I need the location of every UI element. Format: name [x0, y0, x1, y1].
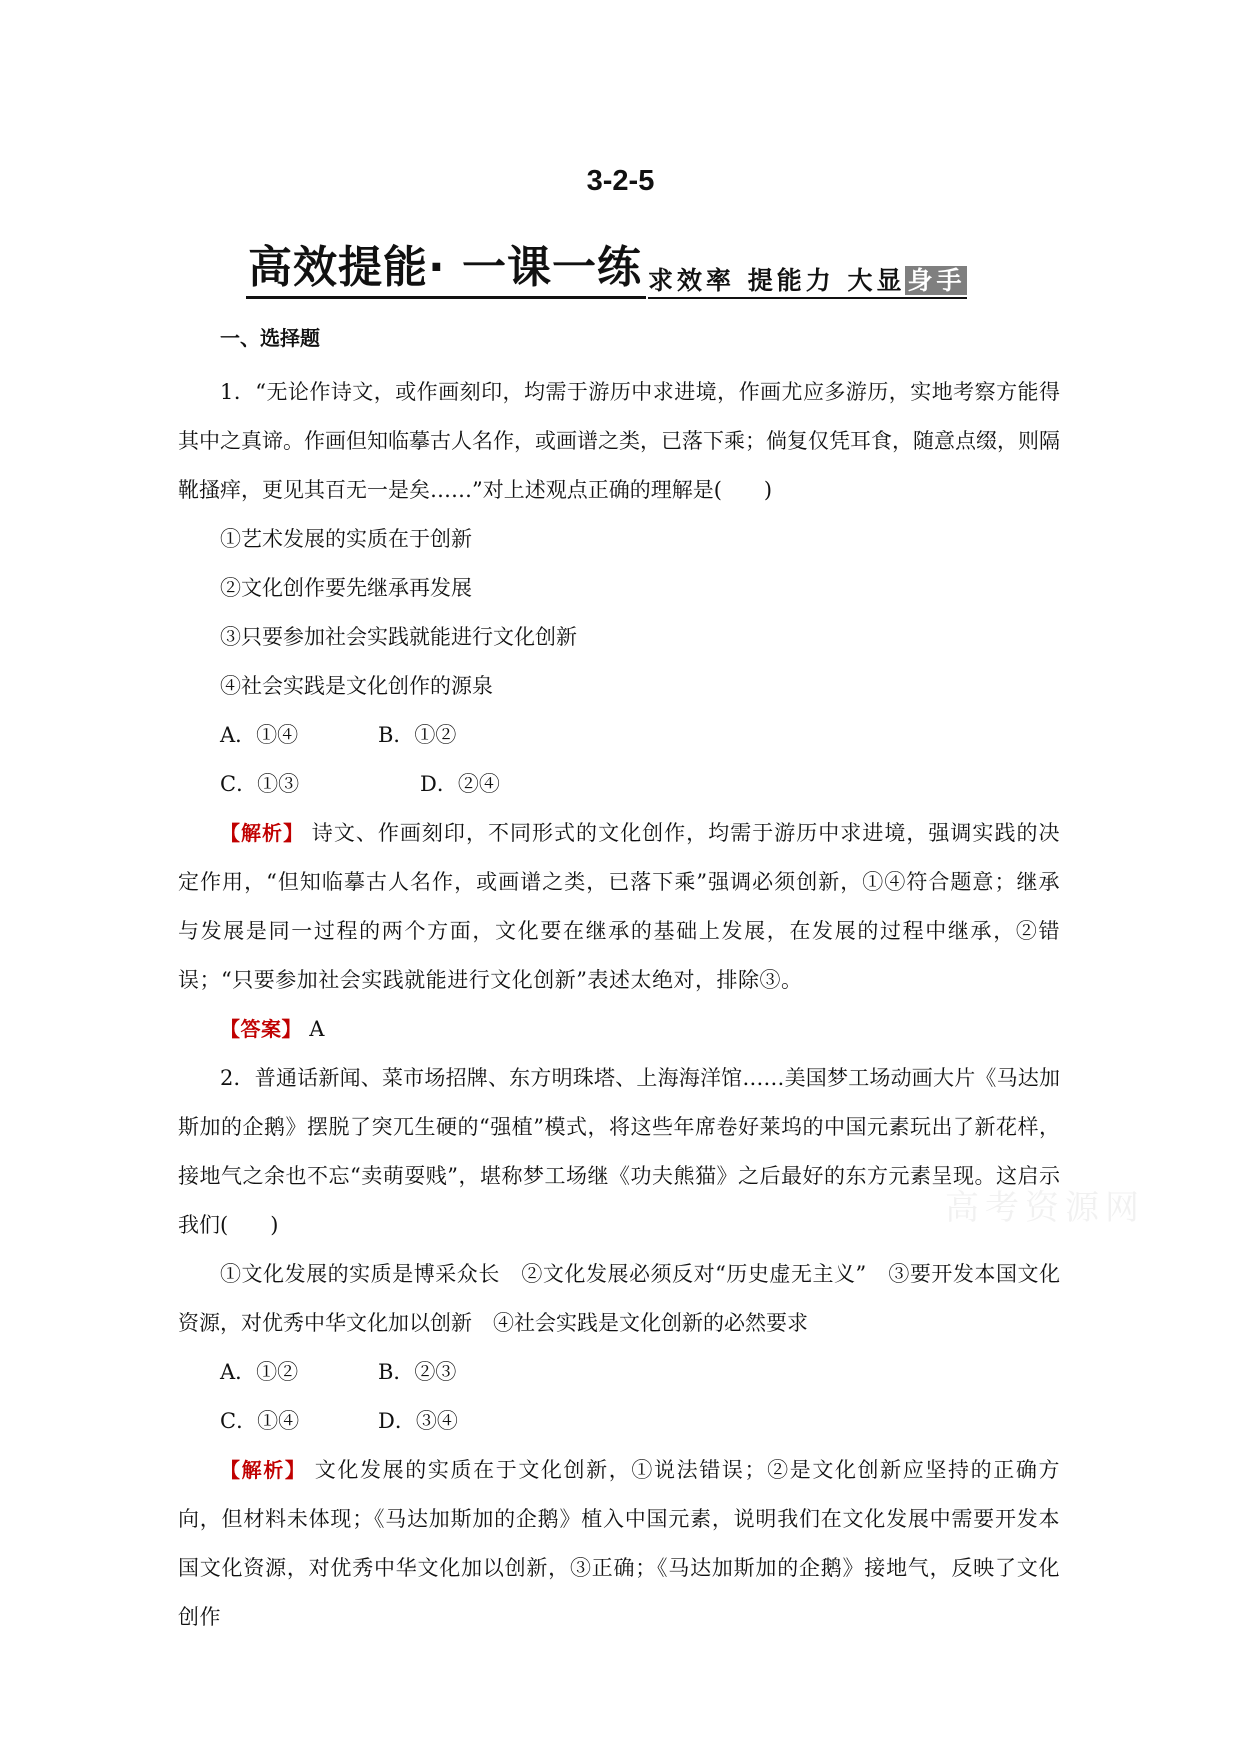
question-2-analysis	[178, 1446, 1060, 1642]
option-a: A．①②	[220, 1360, 299, 1384]
question-1-stem: 1．“无论作诗文，或作画刻印，均需于游历中求进境，作画尤应多游历，实地考察方能得其中之真谛。作画但知临摹古人名作，或画谱之类，已落下乘；倘复仅凭耳食，随意点缀，则隔靴搔痒，更见其百无一是矣……”对上述观点正确的理解是( )	[178, 380, 1060, 502]
analysis-text: 文化发展的实质在于文化创新，①说法错误；②是文化创新应坚持的正确方向，但材料未体现；《马达加斯加的企鹅》植入中国元素，说明我们在文化发展中需要开发本国文化资源，对优秀中华文化加以创新，③正确；《马达加斯加的企鹅》接地气，反映了文化创作	[178, 1458, 1060, 1629]
banner-subtitle-text: 求效率 提能力 大显	[648, 266, 906, 295]
section-title: 一、选择题	[220, 326, 320, 350]
question-1-item-2: ②文化创作要先继承再发展	[220, 576, 472, 600]
analysis-label: 【解析】	[220, 821, 305, 845]
question-1-item-4: ④社会实践是文化创作的源泉	[220, 674, 493, 698]
option-b: B．①②	[378, 723, 457, 747]
question-1-answer	[178, 1005, 1060, 1054]
analysis-label: 【解析】	[220, 1458, 307, 1482]
question-2-items: ①文化发展的实质是博采众长 ②文化发展必须反对“历史虚无主义” ③要开发本国文化资源，对优秀中华文化加以创新 ④社会实践是文化创新的必然要求	[178, 1262, 1060, 1335]
question-1-analysis	[178, 809, 1060, 1005]
document-body	[178, 368, 1060, 1642]
watermark: 高考资源网	[945, 1188, 1145, 1228]
option-b: B．②③	[378, 1360, 457, 1384]
option-d: D．②④	[420, 772, 500, 796]
banner-subtitle	[648, 265, 967, 299]
question-2-options-row-2	[220, 1397, 1060, 1446]
banner-title: 高效提能· 一课一练	[246, 240, 646, 299]
option-a: A．①④	[220, 723, 299, 747]
option-c: C．①③	[220, 772, 300, 796]
page-number: 3-2-5	[586, 165, 655, 197]
banner-subtitle-highlight: 身手	[907, 266, 966, 295]
section-banner	[246, 240, 967, 302]
answer-label: 【答案】	[220, 1017, 302, 1041]
analysis-text: 诗文、作画刻印，不同形式的文化创作，均需于游历中求进境，强调实践的决定作用，“但知临摹古人名作，或画谱之类，已落下乘”强调必须创新，①④符合题意；继承与发展是同一过程的两个方面，文化要在继承的基础上发展，在发展的过程中继承，②错误；“只要参加社会实践就能进行文化创新”表述太绝对，排除③。	[178, 821, 1060, 992]
question-2-options-row-1	[220, 1348, 1060, 1397]
option-c: C．①④	[220, 1409, 300, 1433]
question-1-item-1: ①艺术发展的实质在于创新	[220, 527, 472, 551]
question-1-options-row-1	[220, 711, 1060, 760]
question-1-options-row-2	[220, 760, 1060, 809]
question-1-item-3: ③只要参加社会实践就能进行文化创新	[220, 625, 577, 649]
option-d: D．③④	[378, 1409, 458, 1433]
question-2-stem: 2．普通话新闻、菜市场招牌、东方明珠塔、上海海洋馆……美国梦工场动画大片《马达加斯加的企鹅》摆脱了突兀生硬的“强植”模式，将这些年席卷好莱坞的中国元素玩出了新花样，接地气之余也不忘“卖萌耍贱”，堪称梦工场继《功夫熊猫》之后最好的东方元素呈现。这启示我们( )	[178, 1066, 1060, 1237]
answer-text: A	[309, 1017, 325, 1041]
